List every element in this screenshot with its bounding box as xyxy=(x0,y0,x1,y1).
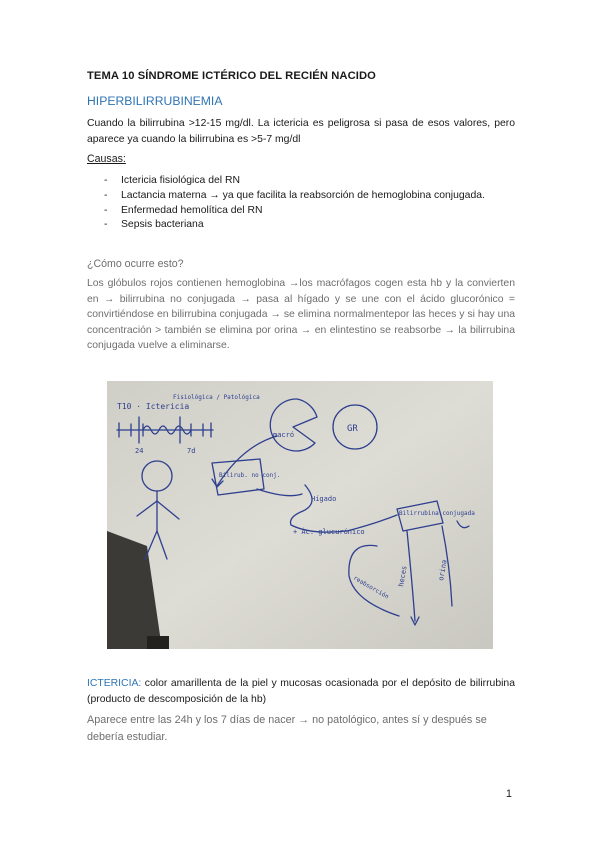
ictericia-text: color amarillenta de la piel y mucosas ocasionada por el depósito de bilirrubina (producto de descomposición de la hb) xyxy=(87,678,515,705)
wb-heces: heces xyxy=(397,565,409,588)
wb-higado: Hígado xyxy=(311,495,337,503)
wb-subheading: Fisiológica / Patológica xyxy=(173,394,260,401)
section-heading: HIPERBILIRRUBINEMIA xyxy=(87,94,223,108)
aparece-paragraph: Aparece entre las 24h y los 7 días de nacer → no patológico, antes sí y después se debería estudiar. xyxy=(87,714,487,743)
ictericia-label: ICTERICIA: xyxy=(87,678,142,689)
ictericia-definition xyxy=(87,676,515,707)
list-item: - Enfermedad hemolítica del RN xyxy=(104,204,263,216)
wb-tick-left: 24 xyxy=(135,447,144,455)
causes-list xyxy=(104,174,504,233)
page-number: 1 xyxy=(506,788,512,800)
mechanism-paragraph: Los glóbulos rojos contienen hemoglobina →los macrófagos cogen esta hb y la convierten en → bilirrubina no conjugada → pasa al hígado y se une con el ácido glucorónico = convirtiéndose en bilirrubina conjugada → se elimina normalmentepor las heces y si hay una concentración > también se elimina por orina → en elintestino se reabsorbe → la bilirrubina conjugada vuelve a eliminarse. xyxy=(87,278,515,352)
list-item: - Lactancia materna → ya que facilita la reabsorción de hemoglobina conjugada. xyxy=(104,189,485,201)
list-item: - Sepsis bacteriana xyxy=(104,219,204,231)
intro-paragraph: Cuando la bilirrubina >12-15 mg/dl. La ictericia es peligrosa si pasa de esos valores, pero aparece ya cuando la bilirrubina es >5-7 mg/dl xyxy=(87,118,515,145)
wb-heading: T10 · Ictericia xyxy=(117,402,190,411)
wb-acido: + Ác. glucurónico xyxy=(293,528,365,536)
wb-tick-right: 7d xyxy=(187,447,196,455)
wb-macrofago: macró xyxy=(273,431,295,439)
whiteboard-photo xyxy=(107,381,493,649)
question-text: ¿Cómo ocurre esto? xyxy=(87,258,184,270)
causes-label: Causas: xyxy=(87,153,126,165)
wb-orina: orina xyxy=(437,559,449,582)
page-title: TEMA 10 SÍNDROME ICTÉRICO DEL RECIÉN NACIDO xyxy=(87,70,376,82)
list-item: - Ictericia fisiológica del RN xyxy=(104,175,240,186)
wb-reabsorcion: reabsorción xyxy=(352,574,390,601)
wb-bili-nc: Bilirub. no conj. xyxy=(219,472,281,479)
wb-bili-c: Bilirrubina conjugada xyxy=(399,510,475,517)
wb-gr: GR xyxy=(347,424,358,434)
